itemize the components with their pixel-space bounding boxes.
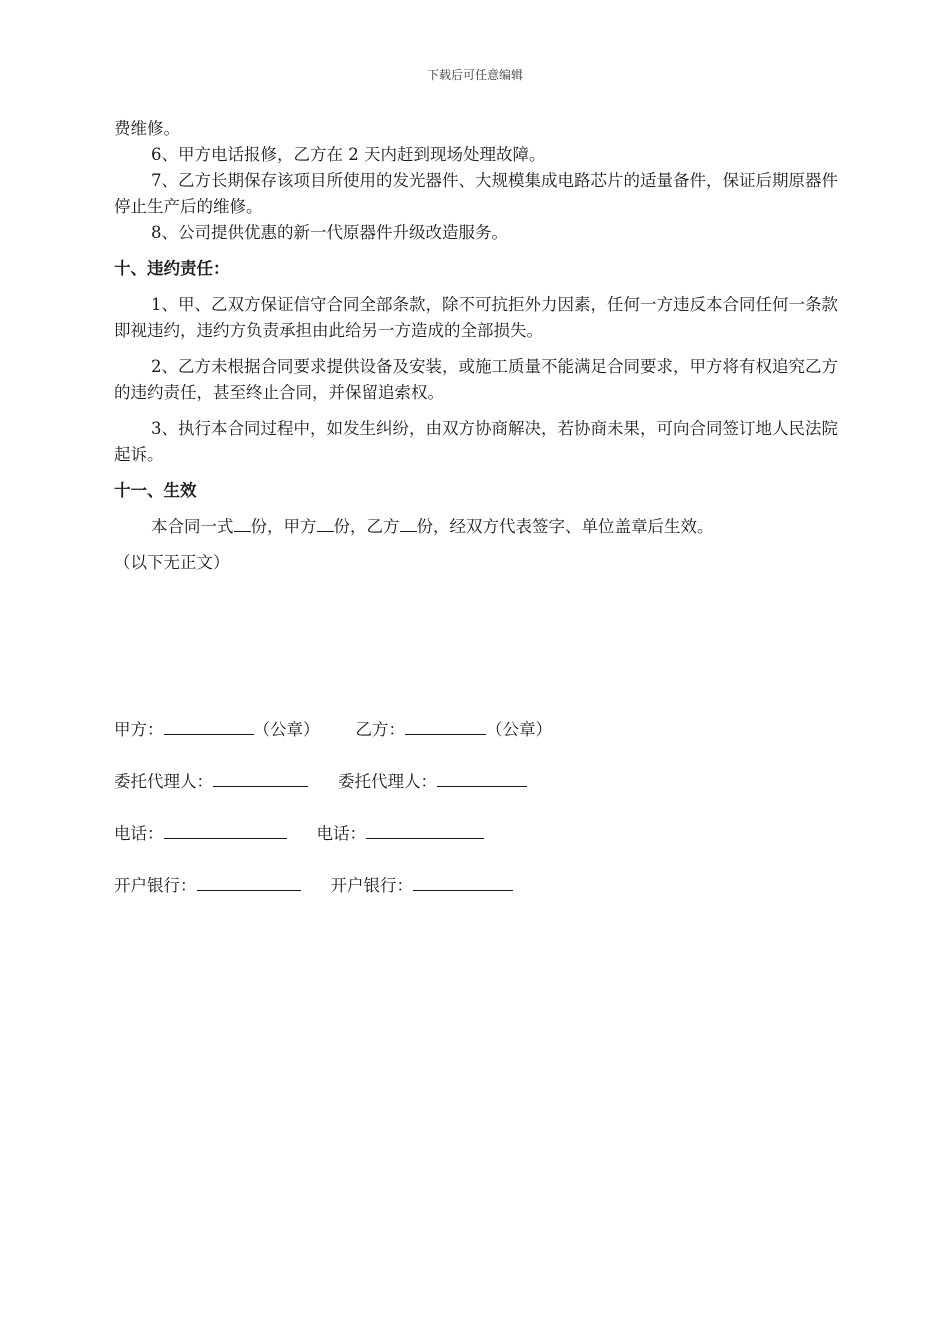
effect-text-a: 本合同一式 (151, 517, 234, 536)
effect-text-c: 份，乙方 (333, 517, 400, 536)
party-a-phone-label: 电话： (114, 824, 164, 843)
party-a-phone-blank[interactable] (164, 824, 287, 839)
effect-text-d: 份，经双方代表签字、单位盖章后生效。 (416, 517, 714, 536)
party-b-bank-label: 开户银行： (330, 876, 413, 895)
party-b-agent-label: 委托代理人： (338, 772, 437, 791)
liability-clause-2: 2、乙方未根据合同要求提供设备及安装，或施工质量不能满足合同要求，甲方将有权追究乙方的违约责任，甚至终止合同，并保留追索权。 (114, 357, 838, 402)
signature-row-bank (114, 872, 513, 896)
liability-clause-3: 3、执行本合同过程中，如发生纠纷，由双方协商解决，若协商未果，可向合同签订地人民法院起诉。 (114, 419, 838, 464)
liability-clause-1: 1、甲、乙双方保证信守合同全部条款，除不可抗拒外力因素，任何一方违反本合同任何一条款即视违约，违约方负责承担由此给另一方造成的全部损失。 (114, 295, 838, 340)
signature-row-phone (114, 820, 484, 844)
signature-row-party (114, 716, 552, 740)
party-b-seal: （公章） (486, 720, 552, 739)
party-a-label: 甲方： (114, 720, 164, 739)
party-b-phone-blank[interactable] (366, 824, 484, 839)
party-b-agent-blank[interactable] (437, 772, 527, 787)
signature-row-agent (114, 768, 527, 792)
copies-total-blank[interactable] (234, 517, 251, 532)
clause-item-8: 8、公司提供优惠的新一代原器件升级改造服务。 (151, 223, 508, 242)
effect-text-b: 份，甲方 (250, 517, 317, 536)
section-title-liability: 十、违约责任： (114, 259, 230, 278)
clause-item-6: 6、甲方电话报修，乙方在 2 天内赶到现场处理故障。 (151, 145, 546, 164)
party-a-bank-label: 开户银行： (114, 876, 197, 895)
page-header: 下载后可任意编辑 (426, 68, 523, 82)
party-a-agent-blank[interactable] (213, 772, 308, 787)
copies-party-a-blank[interactable] (317, 517, 334, 532)
party-a-seal: （公章） (253, 720, 320, 739)
party-a-blank[interactable] (164, 720, 254, 735)
party-b-blank[interactable] (405, 720, 486, 735)
party-a-bank-blank[interactable] (197, 876, 301, 891)
effect-clause (114, 514, 838, 540)
party-b-phone-label: 电话： (316, 824, 366, 843)
end-of-text-note: （以下无正文） (114, 553, 230, 572)
continued-text: 费维修。 (114, 119, 180, 138)
party-a-agent-label: 委托代理人： (114, 772, 213, 791)
clause-item-7: 7、乙方长期保存该项目所使用的发光器件、大规模集成电路芯片的适量备件，保证后期原器件停止生产后的维修。 (114, 171, 838, 216)
section-title-effect: 十一、生效 (114, 481, 197, 500)
contract-body (114, 116, 838, 576)
copies-party-b-blank[interactable] (400, 517, 417, 532)
party-b-bank-blank[interactable] (413, 876, 513, 891)
party-b-label: 乙方： (355, 720, 405, 739)
